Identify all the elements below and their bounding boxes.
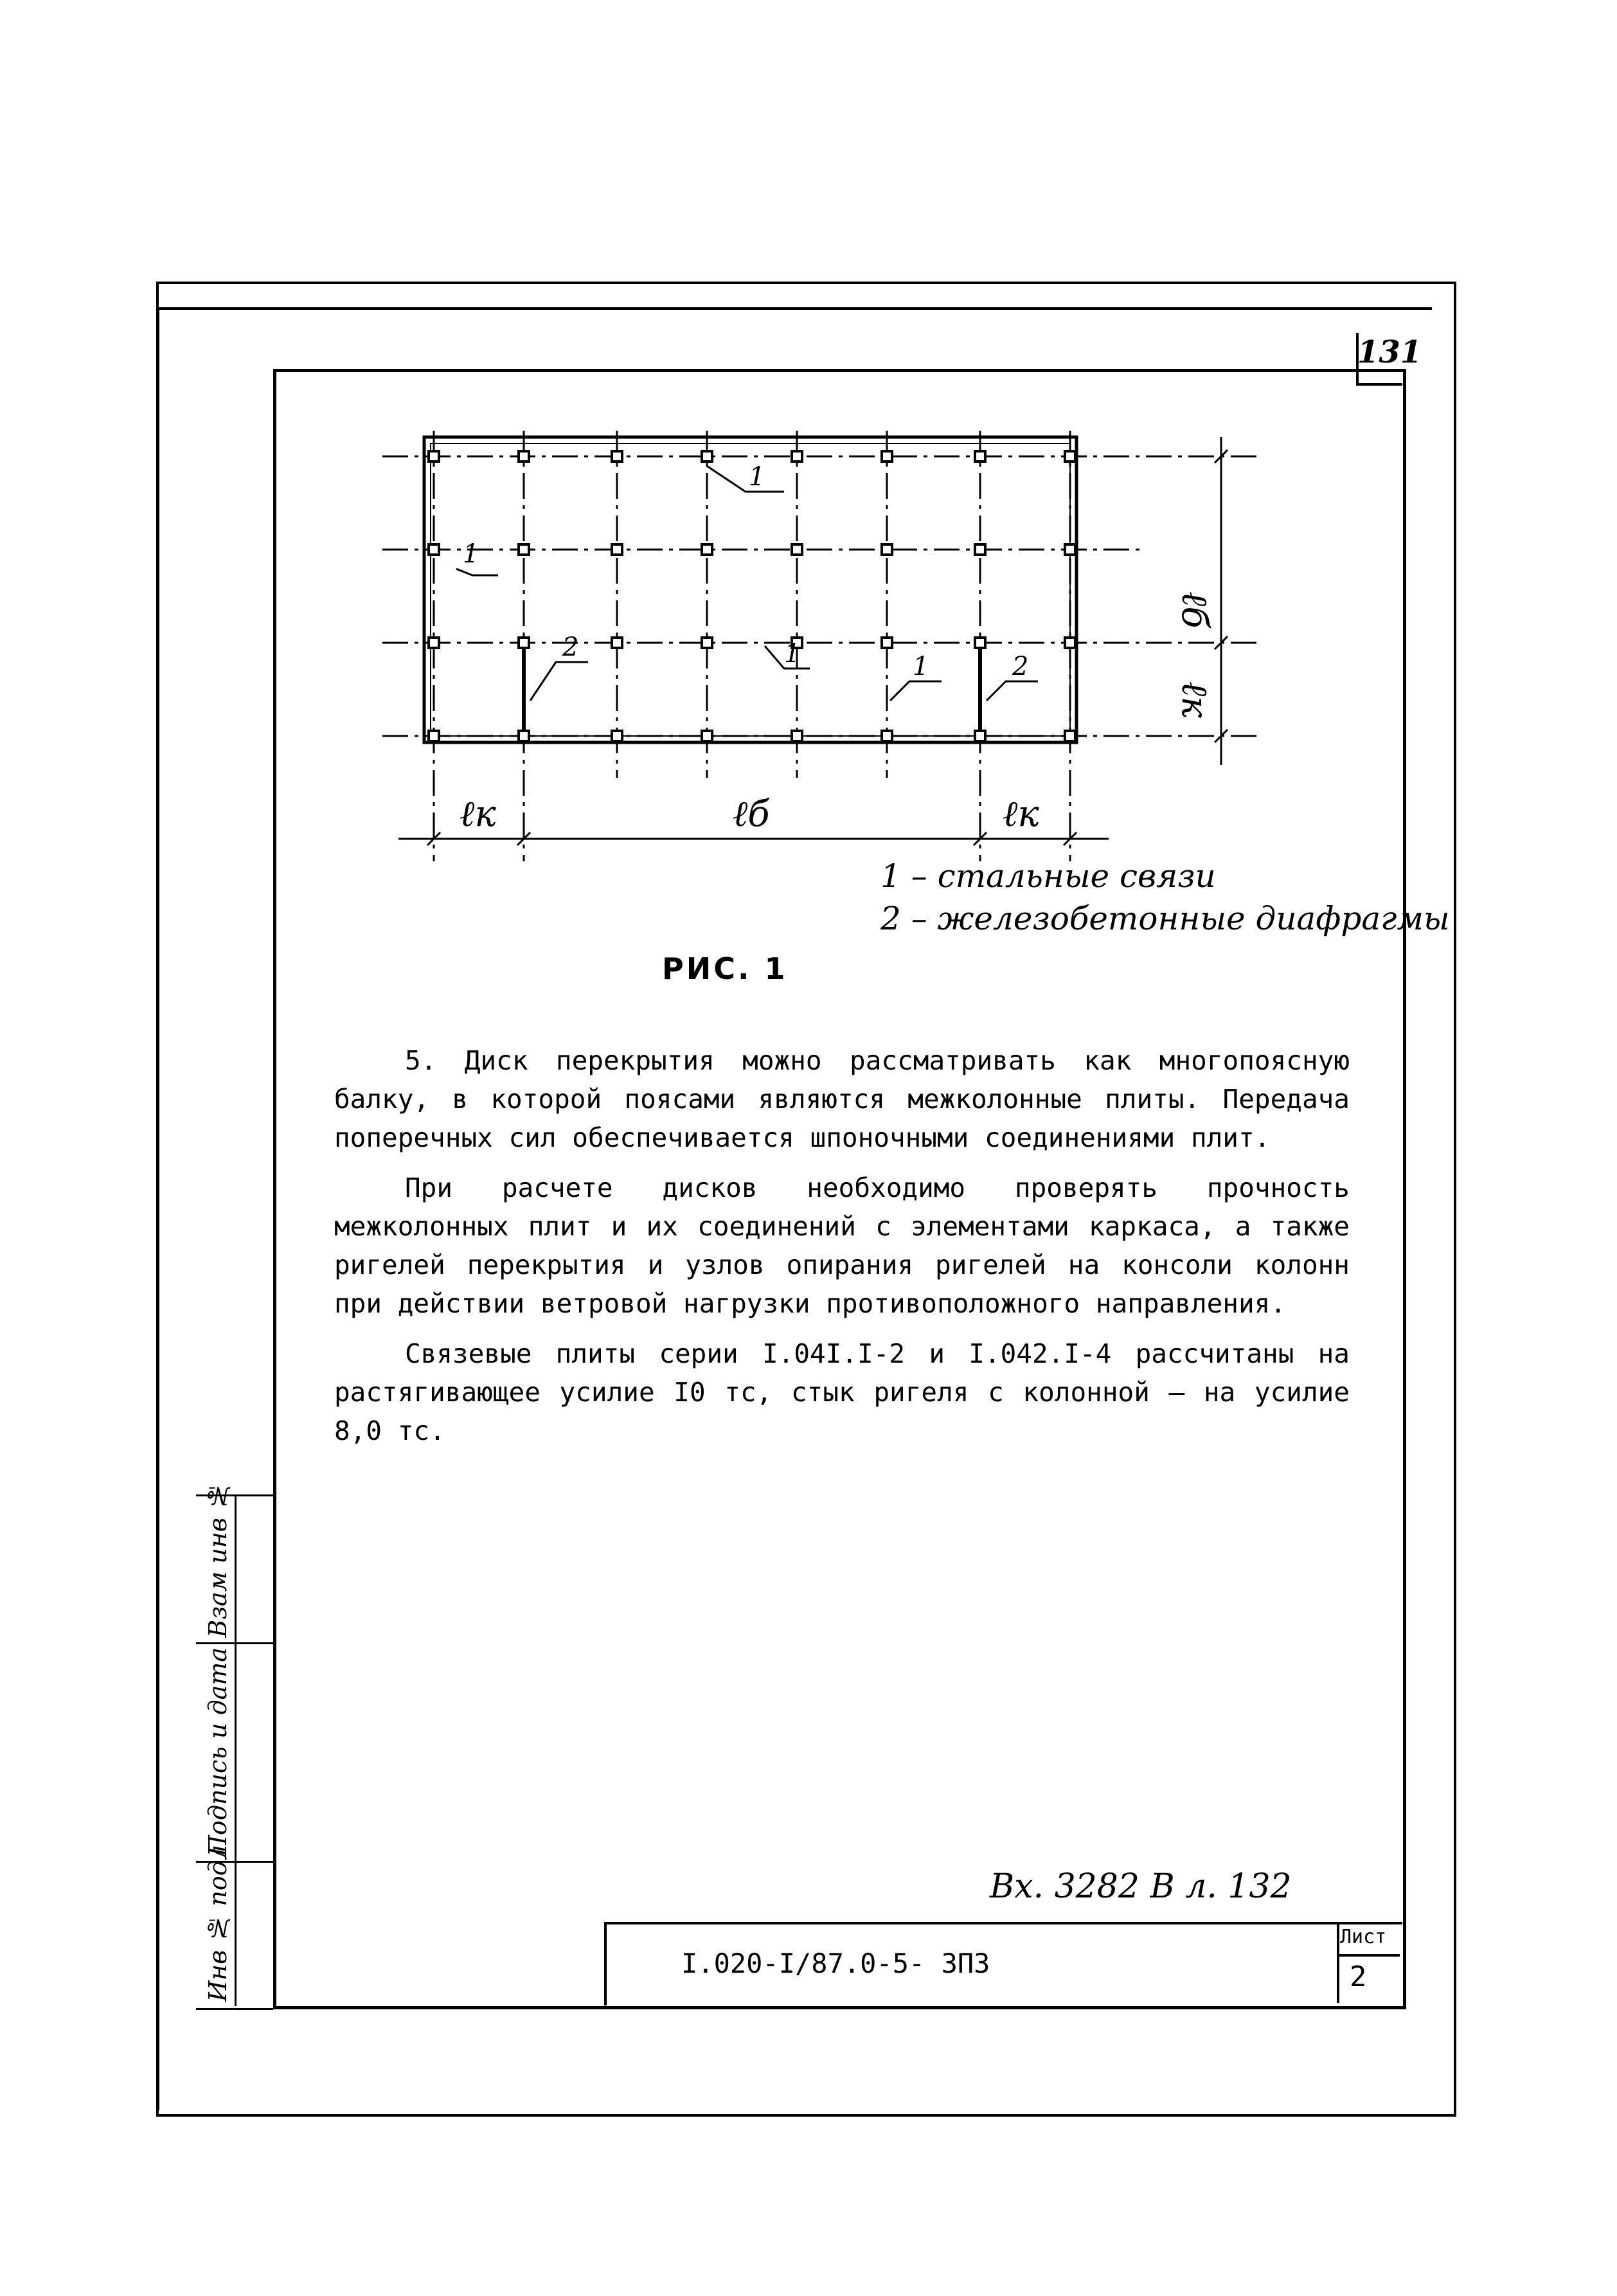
column bbox=[612, 731, 622, 741]
floor-plan-drawing bbox=[347, 418, 1324, 868]
column bbox=[792, 451, 802, 462]
dim-label-lk-right: ℓк bbox=[1003, 793, 1039, 835]
column bbox=[612, 638, 622, 648]
column bbox=[519, 451, 529, 462]
column bbox=[792, 731, 802, 741]
stamp-label-signature-date: Подпись и дата bbox=[204, 1647, 232, 1856]
horizontal-axes bbox=[382, 456, 1260, 736]
column bbox=[882, 638, 892, 648]
legend-item-steel-ties: 1 – стальные связи bbox=[880, 857, 1216, 895]
dim-label-lk-left: ℓк bbox=[460, 793, 496, 835]
column bbox=[429, 451, 439, 462]
sheet-divider bbox=[1337, 1954, 1400, 1957]
column bbox=[702, 638, 712, 648]
column bbox=[702, 544, 712, 555]
column bbox=[975, 451, 985, 462]
column bbox=[612, 451, 622, 462]
column bbox=[882, 544, 892, 555]
stamp-divider bbox=[235, 1494, 237, 2006]
column bbox=[519, 544, 529, 555]
diaphragm-lines bbox=[524, 643, 980, 736]
sheet-number: 2 bbox=[1350, 1960, 1367, 1993]
column bbox=[1065, 451, 1075, 462]
stamp-label-replacement-inv: Взам инв № bbox=[204, 1482, 232, 1638]
leader-lines bbox=[456, 466, 1038, 701]
column bbox=[882, 451, 892, 462]
column bbox=[702, 731, 712, 741]
paragraph-tie-plates: Связевые плиты серии I.04I.I-2 и I.042.I-4 рассчитаны на растягивающее усилие I0 тс, стык ригеля с колонной – на усилие 8,0 тс. bbox=[334, 1338, 1350, 1446]
tag-1: 1 bbox=[463, 539, 479, 569]
corner-number: 131 bbox=[1357, 334, 1422, 370]
dim-label-lb-vertical: ℓб bbox=[1174, 591, 1215, 629]
figure-legend bbox=[880, 855, 1450, 940]
column bbox=[1065, 638, 1075, 648]
column bbox=[702, 451, 712, 462]
legend-item-rc-diaphragms: 2 – железобетонные диафрагмы bbox=[880, 900, 1450, 937]
figure-caption: РИС. 1 bbox=[662, 951, 788, 986]
column bbox=[429, 544, 439, 555]
tag-2: 2 bbox=[562, 632, 579, 662]
column bbox=[612, 544, 622, 555]
column bbox=[882, 731, 892, 741]
column bbox=[429, 731, 439, 741]
tag-1: 1 bbox=[784, 639, 801, 668]
dim-label-lb-bottom: ℓб bbox=[733, 793, 770, 835]
column bbox=[792, 544, 802, 555]
column bbox=[975, 544, 985, 555]
column bbox=[1065, 731, 1075, 741]
tag-1: 1 bbox=[913, 652, 929, 681]
paragraph-calculation: При расчете дисков необходимо проверять прочность межколонных плит и их соединений с элементами каркаса, а также ригелей перекрытия и узлов опирания ригелей на консоли колонн при действии ветровой нагрузки противоположного направления. bbox=[334, 1172, 1350, 1319]
column bbox=[975, 638, 985, 648]
column bbox=[1065, 544, 1075, 555]
tag-1: 1 bbox=[749, 462, 765, 492]
column bbox=[519, 638, 529, 648]
dimension-ticks bbox=[427, 450, 1228, 845]
column bbox=[975, 731, 985, 741]
tag-2: 2 bbox=[1012, 652, 1029, 681]
column bbox=[519, 731, 529, 741]
column bbox=[429, 638, 439, 648]
dim-label-lk-vertical: ℓк bbox=[1174, 681, 1215, 718]
paragraph-5: 5. Диск перекрытия можно рассматривать как многопоясную балку, в которой поясами являются межколонные плиты. Передача поперечных сил обеспечивается шпоночными соединениями плит. bbox=[334, 1045, 1350, 1153]
sheet-label: Лист bbox=[1340, 1926, 1387, 1948]
stamp-label-original-inv: Инв № подл bbox=[204, 1844, 232, 2002]
body-text bbox=[334, 1041, 1350, 1462]
document-code: I.020-I/87.0-5- ЗПЗ bbox=[681, 1948, 990, 1979]
handwritten-note: Вх. 3282 В л. 132 bbox=[990, 1867, 1292, 1906]
